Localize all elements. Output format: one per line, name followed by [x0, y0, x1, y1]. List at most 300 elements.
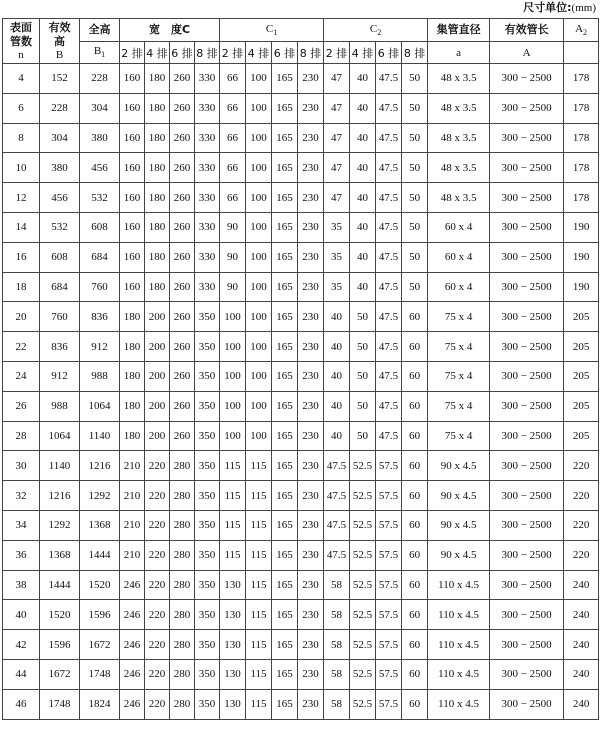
header-pipe-diameter-symbol: a [428, 42, 490, 64]
cell-a2: 190 [564, 212, 599, 242]
cell-c-8row: 350 [195, 540, 220, 570]
header-c-row-2: 2 排 [120, 42, 145, 64]
cell-a2: 205 [564, 421, 599, 451]
cell-total-height: 1368 [80, 510, 120, 540]
cell-a2: 240 [564, 659, 599, 689]
header-c-row-8: 8 排 [195, 42, 220, 64]
cell-c-4row: 220 [145, 600, 170, 630]
cell-c2-2row: 58 [324, 659, 350, 689]
cell-c2-6row: 57.5 [376, 630, 402, 660]
cell-c-8row: 350 [195, 630, 220, 660]
cell-c-2row: 160 [120, 242, 145, 272]
cell-c-4row: 220 [145, 689, 170, 719]
cell-effective-height: 456 [40, 183, 80, 213]
cell-c2-6row: 57.5 [376, 451, 402, 481]
cell-c1-4row: 100 [246, 64, 272, 94]
cell-c2-6row: 47.5 [376, 242, 402, 272]
cell-c2-2row: 58 [324, 689, 350, 719]
cell-c-8row: 350 [195, 689, 220, 719]
cell-c1-4row: 115 [246, 451, 272, 481]
cell-c2-4row: 52.5 [350, 570, 376, 600]
cell-c1-4row: 115 [246, 600, 272, 630]
cell-c2-2row: 47 [324, 183, 350, 213]
cell-c-8row: 330 [195, 64, 220, 94]
table-row [3, 361, 599, 391]
cell-c-2row: 180 [120, 332, 145, 362]
cell-total-height: 532 [80, 183, 120, 213]
table-row [3, 689, 599, 719]
cell-tube-count: 8 [3, 123, 40, 153]
cell-effective-length: 300 − 2500 [490, 242, 564, 272]
cell-effective-length: 300 − 2500 [490, 481, 564, 511]
header-c2-row-8: 8 排 [402, 42, 428, 64]
cell-c-6row: 260 [170, 123, 195, 153]
cell-pipe-diameter: 60 x 4 [428, 272, 490, 302]
cell-total-height: 988 [80, 361, 120, 391]
cell-effective-height: 532 [40, 212, 80, 242]
cell-total-height: 1444 [80, 540, 120, 570]
cell-c-8row: 330 [195, 272, 220, 302]
cell-c-8row: 350 [195, 600, 220, 630]
cell-c-6row: 260 [170, 421, 195, 451]
cell-tube-count: 18 [3, 272, 40, 302]
cell-c2-8row: 60 [402, 421, 428, 451]
cell-c1-4row: 100 [246, 153, 272, 183]
cell-c1-6row: 165 [272, 451, 298, 481]
cell-c1-6row: 165 [272, 332, 298, 362]
cell-total-height: 1064 [80, 391, 120, 421]
cell-pipe-diameter: 75 x 4 [428, 332, 490, 362]
cell-c1-6row: 165 [272, 272, 298, 302]
cell-c2-6row: 47.5 [376, 153, 402, 183]
cell-c2-2row: 58 [324, 600, 350, 630]
cell-c1-2row: 115 [220, 540, 246, 570]
cell-c-2row: 160 [120, 212, 145, 242]
cell-c1-6row: 165 [272, 540, 298, 570]
cell-c2-8row: 60 [402, 689, 428, 719]
cell-c-6row: 280 [170, 510, 195, 540]
cell-c2-2row: 47.5 [324, 481, 350, 511]
cell-c1-4row: 115 [246, 689, 272, 719]
cell-c-2row: 210 [120, 510, 145, 540]
unit-value: (mm) [571, 2, 596, 14]
cell-c2-8row: 50 [402, 183, 428, 213]
header-c2-row-4: 4 排 [350, 42, 376, 64]
cell-c1-8row: 230 [298, 391, 324, 421]
cell-c2-4row: 40 [350, 153, 376, 183]
cell-c1-2row: 66 [220, 123, 246, 153]
table-row [3, 272, 599, 302]
cell-c2-4row: 52.5 [350, 540, 376, 570]
cell-c-2row: 246 [120, 570, 145, 600]
cell-effective-length: 300 − 2500 [490, 421, 564, 451]
cell-c-4row: 180 [145, 153, 170, 183]
cell-c-6row: 260 [170, 64, 195, 94]
cell-c-2row: 246 [120, 630, 145, 660]
cell-pipe-diameter: 90 x 4.5 [428, 451, 490, 481]
cell-c1-6row: 165 [272, 421, 298, 451]
cell-effective-length: 300 − 2500 [490, 600, 564, 630]
cell-a2: 240 [564, 689, 599, 719]
cell-c2-8row: 50 [402, 272, 428, 302]
cell-c1-6row: 165 [272, 391, 298, 421]
cell-c1-2row: 100 [220, 332, 246, 362]
cell-c1-2row: 100 [220, 302, 246, 332]
cell-c2-4row: 50 [350, 421, 376, 451]
cell-effective-length: 300 − 2500 [490, 153, 564, 183]
cell-c1-4row: 100 [246, 272, 272, 302]
cell-c2-8row: 60 [402, 630, 428, 660]
cell-c-4row: 220 [145, 451, 170, 481]
cell-c1-4row: 100 [246, 93, 272, 123]
cell-tube-count: 38 [3, 570, 40, 600]
cell-c2-2row: 47 [324, 123, 350, 153]
cell-c1-2row: 115 [220, 451, 246, 481]
cell-c1-2row: 66 [220, 64, 246, 94]
cell-c1-2row: 100 [220, 361, 246, 391]
table-row [3, 510, 599, 540]
header-pipe-diameter: 集管直径 [428, 19, 490, 42]
cell-c2-6row: 57.5 [376, 510, 402, 540]
cell-c2-2row: 40 [324, 391, 350, 421]
cell-tube-count: 28 [3, 421, 40, 451]
cell-a2: 220 [564, 451, 599, 481]
cell-c1-6row: 165 [272, 481, 298, 511]
cell-c1-8row: 230 [298, 361, 324, 391]
cell-a2: 190 [564, 272, 599, 302]
cell-c-4row: 200 [145, 391, 170, 421]
cell-c-6row: 280 [170, 570, 195, 600]
cell-pipe-diameter: 110 x 4.5 [428, 659, 490, 689]
cell-c1-2row: 90 [220, 242, 246, 272]
header-c2-row-6: 6 排 [376, 42, 402, 64]
cell-c-4row: 180 [145, 123, 170, 153]
cell-total-height: 1140 [80, 421, 120, 451]
table-row [3, 481, 599, 511]
cell-c2-8row: 50 [402, 64, 428, 94]
cell-c1-8row: 230 [298, 451, 324, 481]
cell-total-height: 1748 [80, 659, 120, 689]
cell-c1-8row: 230 [298, 302, 324, 332]
cell-effective-height: 836 [40, 332, 80, 362]
cell-effective-length: 300 − 2500 [490, 570, 564, 600]
cell-c2-2row: 40 [324, 361, 350, 391]
cell-c2-4row: 40 [350, 242, 376, 272]
cell-total-height: 1824 [80, 689, 120, 719]
cell-c-2row: 160 [120, 272, 145, 302]
cell-c2-2row: 47.5 [324, 510, 350, 540]
cell-c-8row: 330 [195, 212, 220, 242]
cell-a2: 205 [564, 361, 599, 391]
cell-c1-6row: 165 [272, 64, 298, 94]
cell-c2-6row: 57.5 [376, 570, 402, 600]
cell-a2: 220 [564, 510, 599, 540]
cell-c1-4row: 100 [246, 123, 272, 153]
cell-effective-height: 912 [40, 361, 80, 391]
cell-tube-count: 26 [3, 391, 40, 421]
table-row [3, 451, 599, 481]
cell-c-4row: 200 [145, 421, 170, 451]
cell-effective-height: 1064 [40, 421, 80, 451]
cell-tube-count: 16 [3, 242, 40, 272]
cell-tube-count: 36 [3, 540, 40, 570]
cell-c2-4row: 52.5 [350, 689, 376, 719]
table-row [3, 421, 599, 451]
cell-total-height: 1596 [80, 600, 120, 630]
cell-c2-6row: 47.5 [376, 212, 402, 242]
cell-c1-2row: 66 [220, 183, 246, 213]
cell-c-6row: 280 [170, 540, 195, 570]
cell-effective-length: 300 − 2500 [490, 361, 564, 391]
cell-c-2row: 180 [120, 302, 145, 332]
cell-c2-8row: 60 [402, 510, 428, 540]
cell-pipe-diameter: 48 x 3.5 [428, 183, 490, 213]
header-c-row-6: 6 排 [170, 42, 195, 64]
cell-c2-4row: 50 [350, 332, 376, 362]
cell-c2-6row: 47.5 [376, 302, 402, 332]
cell-c1-8row: 230 [298, 481, 324, 511]
cell-effective-length: 300 − 2500 [490, 64, 564, 94]
cell-c-8row: 350 [195, 332, 220, 362]
header-tube-count: 表面 管数 n [3, 19, 40, 64]
cell-c1-6row: 165 [272, 302, 298, 332]
table-row [3, 570, 599, 600]
table-row [3, 600, 599, 630]
cell-effective-length: 300 − 2500 [490, 659, 564, 689]
cell-c-6row: 260 [170, 212, 195, 242]
cell-a2: 205 [564, 391, 599, 421]
cell-c-4row: 180 [145, 93, 170, 123]
cell-c2-2row: 58 [324, 630, 350, 660]
cell-c-2row: 246 [120, 600, 145, 630]
cell-c-8row: 350 [195, 570, 220, 600]
cell-c1-4row: 115 [246, 540, 272, 570]
cell-effective-length: 300 − 2500 [490, 183, 564, 213]
cell-effective-height: 760 [40, 302, 80, 332]
cell-c-4row: 180 [145, 212, 170, 242]
cell-a2: 240 [564, 630, 599, 660]
header-c1-row-2: 2 排 [220, 42, 246, 64]
cell-c1-2row: 130 [220, 689, 246, 719]
cell-c-2row: 180 [120, 421, 145, 451]
cell-c2-6row: 57.5 [376, 689, 402, 719]
table-row [3, 332, 599, 362]
cell-c-4row: 220 [145, 659, 170, 689]
table-row [3, 212, 599, 242]
cell-c-2row: 160 [120, 64, 145, 94]
cell-c-4row: 200 [145, 361, 170, 391]
cell-a2: 205 [564, 332, 599, 362]
cell-c1-4row: 100 [246, 183, 272, 213]
cell-tube-count: 32 [3, 481, 40, 511]
header-a2: $A_2$ [564, 19, 599, 42]
cell-pipe-diameter: 60 x 4 [428, 212, 490, 242]
cell-c-8row: 350 [195, 421, 220, 451]
cell-c2-6row: 47.5 [376, 183, 402, 213]
cell-c2-6row: 47.5 [376, 332, 402, 362]
cell-c-6row: 260 [170, 93, 195, 123]
cell-c-4row: 220 [145, 540, 170, 570]
cell-effective-height: 988 [40, 391, 80, 421]
cell-c2-6row: 57.5 [376, 600, 402, 630]
cell-c2-2row: 35 [324, 242, 350, 272]
cell-effective-length: 300 − 2500 [490, 540, 564, 570]
cell-c1-4row: 100 [246, 302, 272, 332]
cell-c2-6row: 47.5 [376, 123, 402, 153]
cell-tube-count: 44 [3, 659, 40, 689]
cell-c2-2row: 35 [324, 212, 350, 242]
cell-c1-4row: 100 [246, 212, 272, 242]
cell-c-8row: 350 [195, 481, 220, 511]
header-total-height: 全高 [80, 19, 120, 42]
table-row [3, 302, 599, 332]
cell-c1-6row: 165 [272, 212, 298, 242]
cell-c2-4row: 40 [350, 272, 376, 302]
cell-c2-2row: 47 [324, 153, 350, 183]
cell-a2: 178 [564, 93, 599, 123]
dimension-table [2, 18, 599, 720]
cell-c-4row: 180 [145, 183, 170, 213]
cell-c1-8row: 230 [298, 630, 324, 660]
header-effective-length-symbol: A [490, 42, 564, 64]
cell-c1-4row: 100 [246, 361, 272, 391]
cell-c1-6row: 165 [272, 361, 298, 391]
cell-c-8row: 350 [195, 361, 220, 391]
cell-pipe-diameter: 48 x 3.5 [428, 93, 490, 123]
cell-c-8row: 330 [195, 93, 220, 123]
cell-c-4row: 180 [145, 242, 170, 272]
cell-c2-4row: 40 [350, 123, 376, 153]
cell-c2-2row: 35 [324, 272, 350, 302]
cell-effective-length: 300 − 2500 [490, 272, 564, 302]
cell-c-8row: 350 [195, 510, 220, 540]
cell-c2-4row: 50 [350, 361, 376, 391]
cell-c2-4row: 52.5 [350, 451, 376, 481]
cell-c-4row: 200 [145, 302, 170, 332]
cell-c1-6row: 165 [272, 600, 298, 630]
table-row [3, 183, 599, 213]
cell-tube-count: 10 [3, 153, 40, 183]
cell-c2-6row: 47.5 [376, 361, 402, 391]
cell-c1-2row: 115 [220, 481, 246, 511]
cell-c2-2row: 40 [324, 332, 350, 362]
cell-pipe-diameter: 48 x 3.5 [428, 123, 490, 153]
cell-c2-8row: 50 [402, 153, 428, 183]
cell-c2-2row: 40 [324, 302, 350, 332]
cell-effective-length: 300 − 2500 [490, 510, 564, 540]
cell-total-height: 1216 [80, 451, 120, 481]
cell-effective-height: 1292 [40, 510, 80, 540]
cell-tube-count: 14 [3, 212, 40, 242]
cell-c2-4row: 50 [350, 302, 376, 332]
cell-c1-8row: 230 [298, 570, 324, 600]
cell-a2: 178 [564, 153, 599, 183]
cell-c-4row: 220 [145, 570, 170, 600]
cell-c2-2row: 47 [324, 64, 350, 94]
cell-c-2row: 180 [120, 391, 145, 421]
header-effective-length: 有效管长 [490, 19, 564, 42]
cell-c-8row: 330 [195, 153, 220, 183]
cell-c-6row: 280 [170, 630, 195, 660]
cell-effective-height: 1748 [40, 689, 80, 719]
cell-tube-count: 42 [3, 630, 40, 660]
cell-c1-4row: 115 [246, 630, 272, 660]
cell-c1-4row: 100 [246, 421, 272, 451]
cell-c2-2row: 58 [324, 570, 350, 600]
header-width-c: 宽 度C [120, 19, 220, 42]
cell-c1-6row: 165 [272, 153, 298, 183]
cell-c2-6row: 57.5 [376, 481, 402, 511]
cell-effective-height: 684 [40, 272, 80, 302]
table-body [3, 64, 599, 720]
cell-c-2row: 246 [120, 659, 145, 689]
cell-c1-8row: 230 [298, 64, 324, 94]
cell-c1-2row: 130 [220, 600, 246, 630]
cell-c2-4row: 40 [350, 93, 376, 123]
cell-c2-8row: 60 [402, 332, 428, 362]
cell-c-6row: 280 [170, 600, 195, 630]
cell-c2-6row: 47.5 [376, 421, 402, 451]
cell-c2-8row: 60 [402, 391, 428, 421]
cell-total-height: 304 [80, 93, 120, 123]
cell-c2-8row: 60 [402, 570, 428, 600]
cell-c1-2row: 66 [220, 93, 246, 123]
cell-c-4row: 220 [145, 630, 170, 660]
cell-effective-length: 300 − 2500 [490, 302, 564, 332]
cell-c1-8row: 230 [298, 689, 324, 719]
cell-c2-2row: 40 [324, 421, 350, 451]
cell-effective-height: 1216 [40, 481, 80, 511]
cell-a2: 190 [564, 242, 599, 272]
cell-effective-height: 1444 [40, 570, 80, 600]
cell-pipe-diameter: 110 x 4.5 [428, 630, 490, 660]
cell-c2-4row: 50 [350, 391, 376, 421]
cell-c2-2row: 47.5 [324, 540, 350, 570]
cell-effective-height: 1520 [40, 600, 80, 630]
cell-c1-4row: 115 [246, 570, 272, 600]
cell-c2-8row: 60 [402, 451, 428, 481]
cell-c2-8row: 60 [402, 302, 428, 332]
cell-pipe-diameter: 48 x 3.5 [428, 64, 490, 94]
cell-pipe-diameter: 75 x 4 [428, 421, 490, 451]
cell-c2-2row: 47 [324, 93, 350, 123]
cell-c-2row: 160 [120, 183, 145, 213]
cell-effective-length: 300 − 2500 [490, 123, 564, 153]
cell-c-2row: 160 [120, 153, 145, 183]
cell-effective-length: 300 − 2500 [490, 451, 564, 481]
header-c2: $C_2$ [324, 19, 428, 42]
cell-c1-4row: 100 [246, 242, 272, 272]
cell-c1-8row: 230 [298, 421, 324, 451]
cell-c2-4row: 52.5 [350, 630, 376, 660]
cell-total-height: 608 [80, 212, 120, 242]
cell-c1-8row: 230 [298, 93, 324, 123]
cell-c2-4row: 40 [350, 64, 376, 94]
cell-total-height: 1672 [80, 630, 120, 660]
cell-effective-height: 608 [40, 242, 80, 272]
table-row [3, 659, 599, 689]
cell-c-6row: 260 [170, 332, 195, 362]
cell-tube-count: 24 [3, 361, 40, 391]
cell-c-4row: 180 [145, 64, 170, 94]
cell-effective-length: 300 − 2500 [490, 332, 564, 362]
cell-c1-2row: 100 [220, 391, 246, 421]
cell-a2: 178 [564, 123, 599, 153]
cell-effective-length: 300 − 2500 [490, 391, 564, 421]
cell-c1-4row: 115 [246, 659, 272, 689]
cell-a2: 240 [564, 600, 599, 630]
cell-c1-4row: 100 [246, 391, 272, 421]
